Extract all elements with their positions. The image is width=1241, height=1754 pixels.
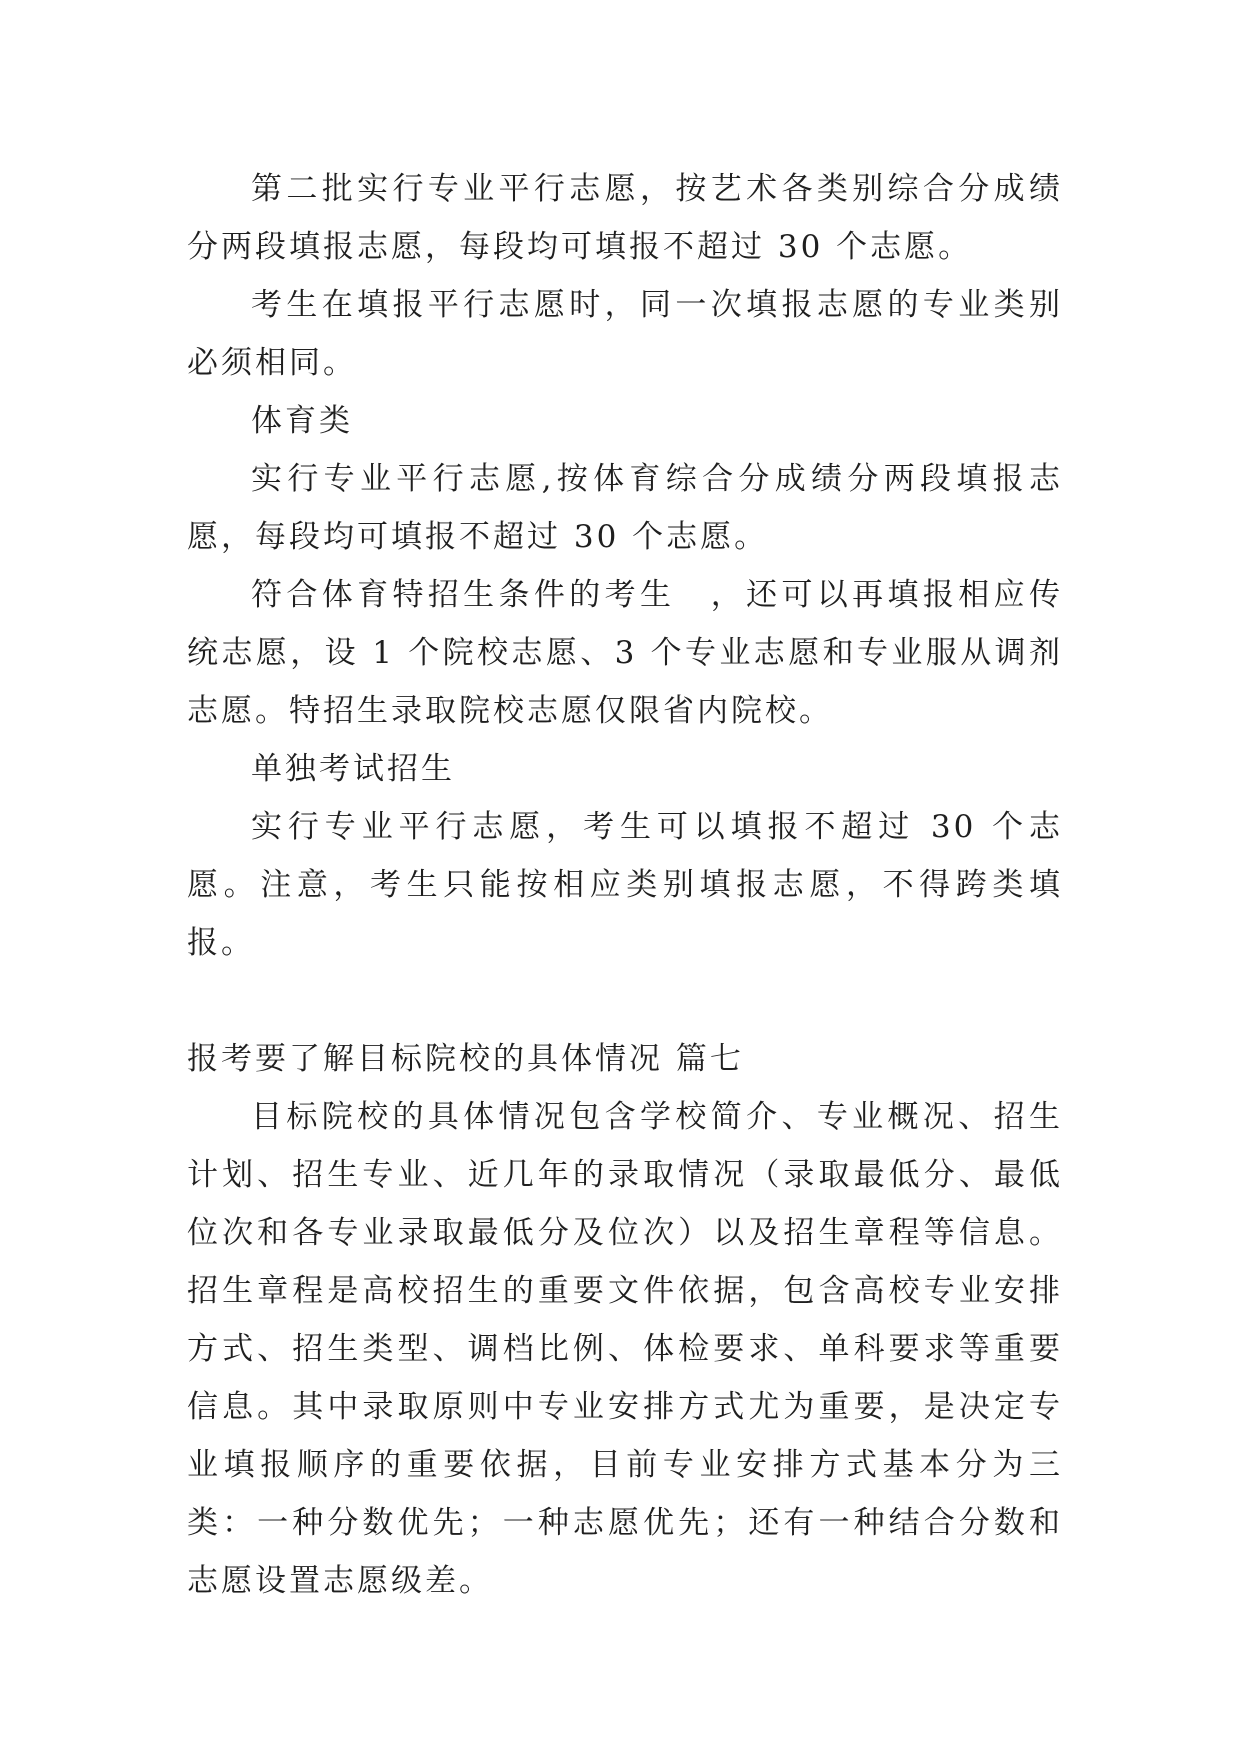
paragraph: 考生在填报平行志愿时，同一次填报志愿的专业类别必须相同。 — [187, 287, 1063, 381]
subheading: 体育类 — [251, 403, 353, 439]
paragraph: 实行专业平行志愿，考生可以填报不超过 30 个志愿。注意，考生只能按相应类别填报志愿，不得跨类填报。 — [187, 809, 1063, 961]
paragraph: 实行专业平行志愿,按体育综合分成绩分两段填报志愿，每段均可填报不超过 30 个志愿。 — [187, 461, 1063, 555]
subheading: 单独考试招生 — [251, 751, 455, 787]
section-paragraph: 目标院校的具体情况包含学校简介、专业概况、招生计划、招生专业、近几年的录取情况（录取最低分、最低位次和各专业录取最低分及位次）以及招生章程等信息。招生章程是高校招生的重要文件依据，包含高校专业安排方式、招生类型、调档比例、体检要求、单科要求等重要信息。其中录取原则中专业安排方式尤为重要，是决定专业填报顺序的重要依据，目前专业安排方式基本分为三类：一种分数优先；一种志愿优先；还有一种结合分数和志愿设置志愿级差。 — [187, 1099, 1063, 1599]
document-body — [187, 160, 1063, 1610]
paragraph: 第二批实行专业平行志愿，按艺术各类别综合分成绩分两段填报志愿，每段均可填报不超过 30 个志愿。 — [187, 171, 1063, 265]
section-title: 报考要了解目标院校的具体情况 篇七 — [187, 1041, 744, 1077]
paragraph: 符合体育特招生条件的考生 ，还可以再填报相应传统志愿，设 1 个院校志愿、3 个专业志愿和专业服从调剂志愿。特招生录取院校志愿仅限省内院校。 — [187, 577, 1063, 729]
